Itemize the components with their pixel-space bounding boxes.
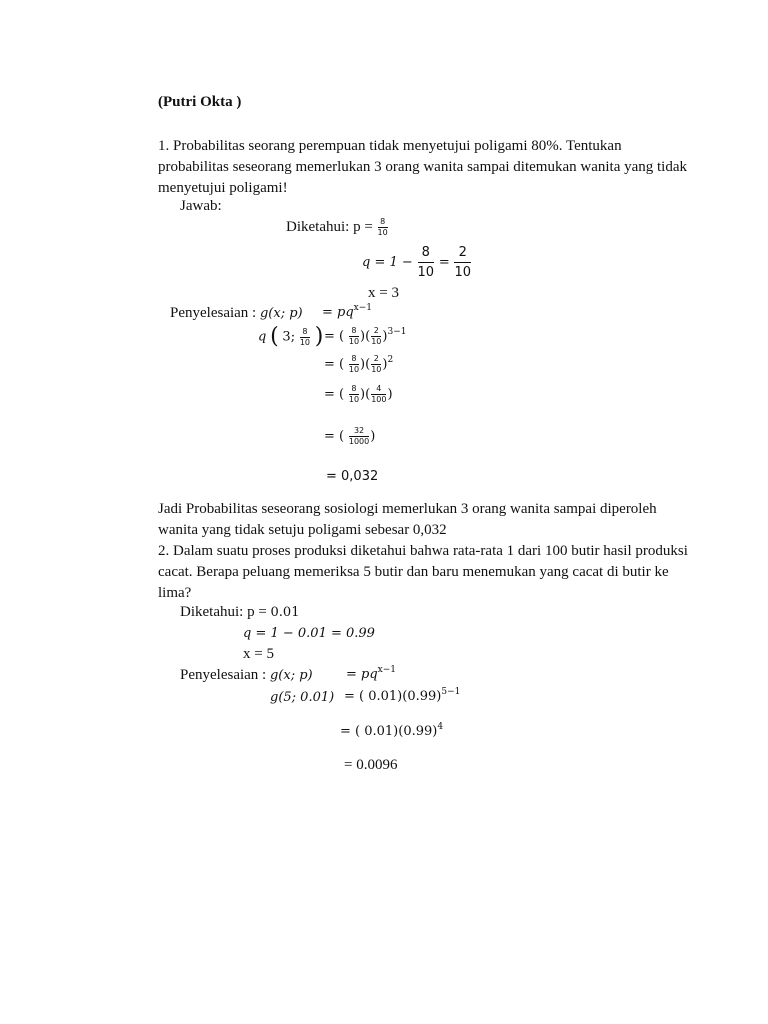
formula-1	[322, 304, 372, 320]
fraction-p: $\frac{8}{10}$	[377, 217, 388, 237]
step1-prefix: = (	[324, 328, 345, 344]
step1-rhs-2: = ( 0.01)(0.99)	[344, 689, 442, 704]
diketahui-label-2: Diketahui: p =	[180, 604, 271, 620]
x-equals-5: x = 5	[243, 646, 274, 662]
penyelesaian-label-2: Penyelesaian :	[180, 667, 267, 683]
step-2: = ( $\frac{8}{10}$ )( $\frac{2}{10}$ )$^2$	[324, 354, 394, 374]
result-2: = 0.0096	[344, 757, 398, 773]
p-value-2: 0.01	[270, 605, 300, 620]
formula-exponent-2: x−1	[377, 665, 397, 675]
result-1: = 0,032	[326, 469, 379, 484]
q-line-2: q = 1 − 0.01 = 0.99	[243, 626, 375, 641]
fraction-q-8-10: $\frac{8}{10}$	[417, 245, 435, 280]
fraction-q-2-10: $\frac{2}{10}$	[454, 245, 472, 280]
step2-exponent: 2	[387, 354, 394, 365]
step-1: = ( $\frac{8}{10}$ )( $\frac{2}{10}$ )$^{3-1}$	[324, 326, 407, 346]
g-function: g(x; p)	[259, 306, 303, 321]
q-equals: =	[438, 254, 450, 270]
step1-exponent: 3−1	[387, 326, 407, 337]
diketahui-label: Diketahui: p =	[286, 218, 373, 235]
step3-prefix: = (	[324, 386, 345, 402]
penyelesaian-1	[170, 306, 303, 321]
author-name: (Putri Okta )	[158, 94, 242, 110]
q-arg: 3;	[282, 329, 296, 345]
step4-prefix: = (	[324, 428, 345, 444]
step-3: = ( $\frac{8}{10}$ )( $\frac{4}{100}$ )	[324, 384, 393, 404]
q-lhs: q = 1 −	[362, 254, 413, 270]
formula-rhs: = pq	[322, 305, 354, 320]
diketahui-p-2	[180, 605, 299, 620]
question-1-text: 1. Probabilitas seorang perempuan tidak menyetujui poligami 80%. Tentukan probabilitas seseorang memerlukan 3 orang wanita sampai ditemukan wanita yang tidak menyetujui poligami!	[158, 138, 688, 196]
q-equation-1	[362, 246, 472, 279]
x-equals-3: x = 3	[368, 285, 399, 301]
step-1-q2	[344, 688, 460, 704]
q-equation-2	[243, 626, 375, 641]
question-2-text: 2. Dalam suatu proses produksi diketahui bahwa rata-rata 1 dari 100 butir hasil produksi cacat. Berapa peluang memeriksa 5 butir dan baru menemukan yang cacat di butir ke lima?	[158, 543, 688, 601]
formula-2	[346, 666, 396, 682]
step1-exponent-2: 5−1	[441, 687, 461, 697]
g-function-2: g(x; p)	[269, 668, 313, 683]
step1-lhs-2	[270, 690, 334, 705]
q-symbol: q	[258, 329, 267, 345]
penyelesaian-2	[180, 668, 313, 683]
formula-rhs-2: = pq	[346, 667, 378, 682]
g-call-2: g(5; 0.01)	[270, 690, 335, 705]
formula-exponent: x−1	[353, 303, 373, 313]
step2-exponent-2: 4	[437, 722, 444, 732]
fraction-arg: $\frac{8}{10}$	[299, 326, 311, 347]
step-2-q2	[340, 723, 443, 739]
jawab-label: Jawab:	[180, 198, 222, 214]
step2-prefix: = (	[324, 356, 345, 372]
penyelesaian-label: Penyelesaian :	[170, 305, 257, 321]
step2-rhs-2: = ( 0.01)(0.99)	[340, 724, 438, 739]
q-call-1: q ( 3; $\frac{8}{10}$ )	[258, 324, 324, 349]
step-4: = ( $\frac{32}{1000}$ )	[324, 426, 376, 446]
diketahui-p-1	[286, 218, 389, 237]
conclusion-1: Jadi Probabilitas seseorang sosiologi memerlukan 3 orang wanita sampai diperoleh wanita yang tidak setuju poligami sebesar 0,032	[158, 501, 657, 538]
